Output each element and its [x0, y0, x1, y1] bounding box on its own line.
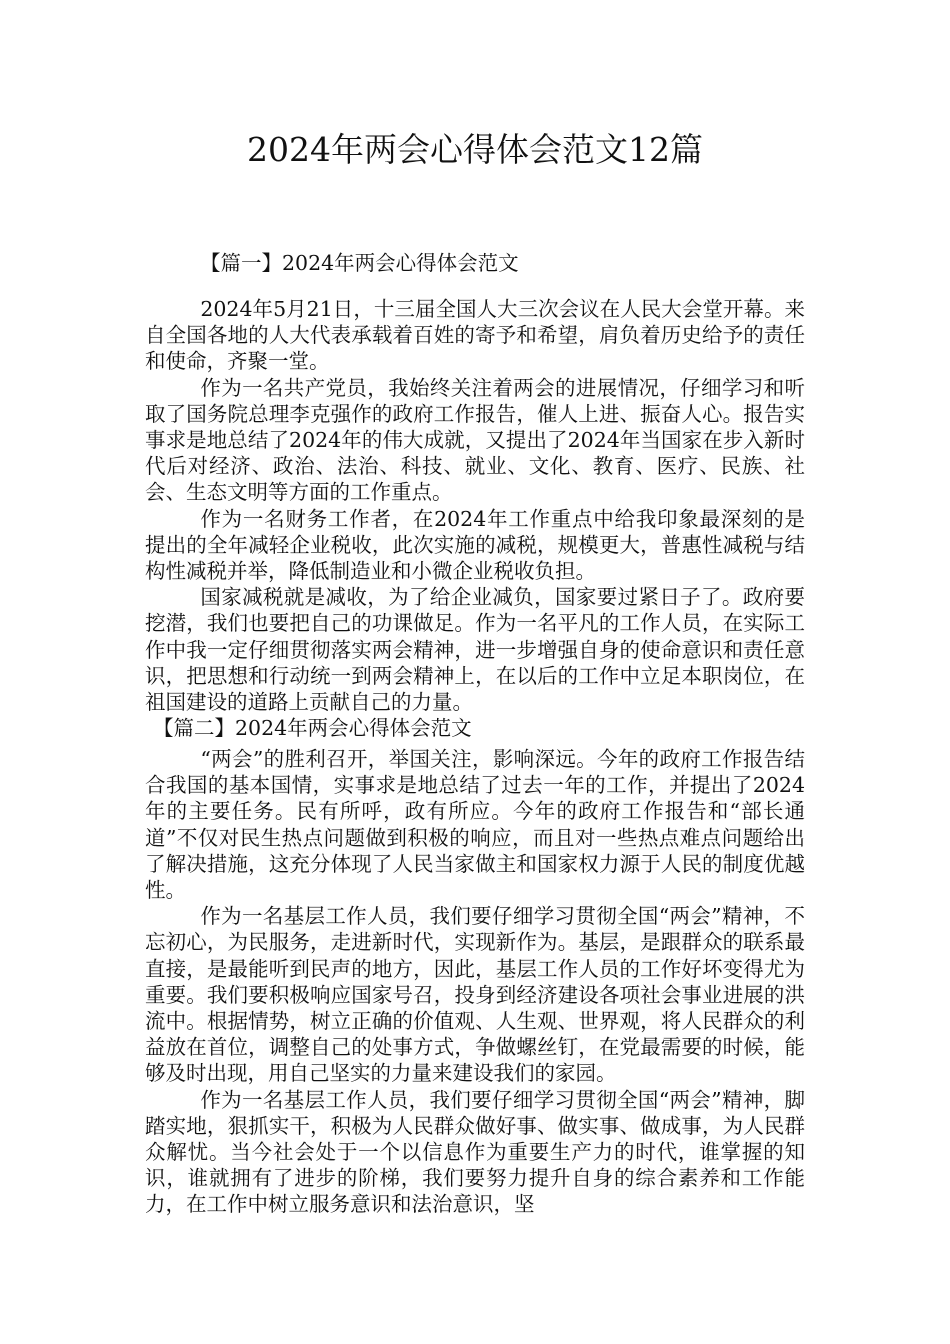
section-heading-2: 【篇二】2024年两会心得体会范文 — [153, 716, 472, 741]
paragraph: 作为一名财务工作者，在2024年工作重点中给我印象最深刻的是提出的全年减轻企业税收，此次实施的减税，规模更大，普惠性减税与结构性减税并举，降低制造业和小微企业税收负担。 — [145, 506, 805, 584]
paragraph: 作为一名基层工作人员，我们要仔细学习贯彻全国“两会”精神，脚踏实地，狠抓实干，积极为人民群众做好事、做实事、做成事，为人民群众解忧。当今社会处于一个以信息作为重要生产力的时代，谁掌握的知识，谁就拥有了进步的阶梯，我们要努力提升自身的综合素养和工作能力，在工作中树立服务意识和法治意识，坚 — [145, 1087, 805, 1217]
paragraph: “两会”的胜利召开，举国关注，影响深远。今年的政府工作报告结合我国的基本国情，实事求是地总结了过去一年的工作，并提出了2024年的主要任务。民有所呼，政有所应。今年的政府工作报告和“部长通道”不仅对民生热点问题做到积极的响应，而且对一些热点难点问题给出了解决措施，这充分体现了人民当家做主和国家权力源于人民的制度优越性。 — [145, 747, 805, 903]
paragraph: 国家减税就是减收，为了给企业减负，国家要过紧日子了。政府要挖潜，我们也要把自己的功课做足。作为一名平凡的工作人员，在实际工作中我一定仔细贯彻落实两会精神，进一步增强自身的使命意识和责任意识，把思想和行动统一到两会精神上，在以后的工作中立足本职岗位，在祖国建设的道路上贡献自己的力量。 — [145, 585, 805, 715]
section-heading-1: 【篇一】2024年两会心得体会范文 — [200, 251, 519, 275]
paragraph: 作为一名共产党员，我始终关注着两会的进展情况，仔细学习和听取了国务院总理李克强作的政府工作报告，催人上进、振奋人心。报告实事求是地总结了2024年的伟大成就，又提出了2024年当国家在步入新时代后对经济、政治、法治、科技、就业、文化、教育、医疗、民族、社会、生态文明等方面的工作重点。 — [145, 375, 805, 505]
page-title: 2024年两会心得体会范文12篇 — [247, 130, 703, 169]
paragraph: 2024年5月21日，十三届全国人大三次会议在人民大会堂开幕。来自全国各地的人大代表承载着百姓的寄予和希望，肩负着历史给予的责任和使命，齐聚一堂。 — [145, 297, 805, 374]
paragraph: 作为一名基层工作人员，我们要仔细学习贯彻全国“两会”精神，不忘初心，为民服务，走进新时代，实现新作为。基层，是跟群众的联系最直接，是最能听到民声的地方，因此，基层工作人员的工作好坏变得尤为重要。我们要积极响应国家号召，投身到经济建设各项社会事业进展的洪流中。根据情势，树立正确的价值观、人生观、世界观，将人民群众的利益放在首位，调整自己的处事方式，争做螺丝钉，在党最需要的时候，能够及时出现，用自己坚实的力量来建设我们的家园。 — [145, 904, 805, 1086]
section-body-1 — [145, 296, 805, 741]
section-body-2 — [145, 746, 805, 1218]
